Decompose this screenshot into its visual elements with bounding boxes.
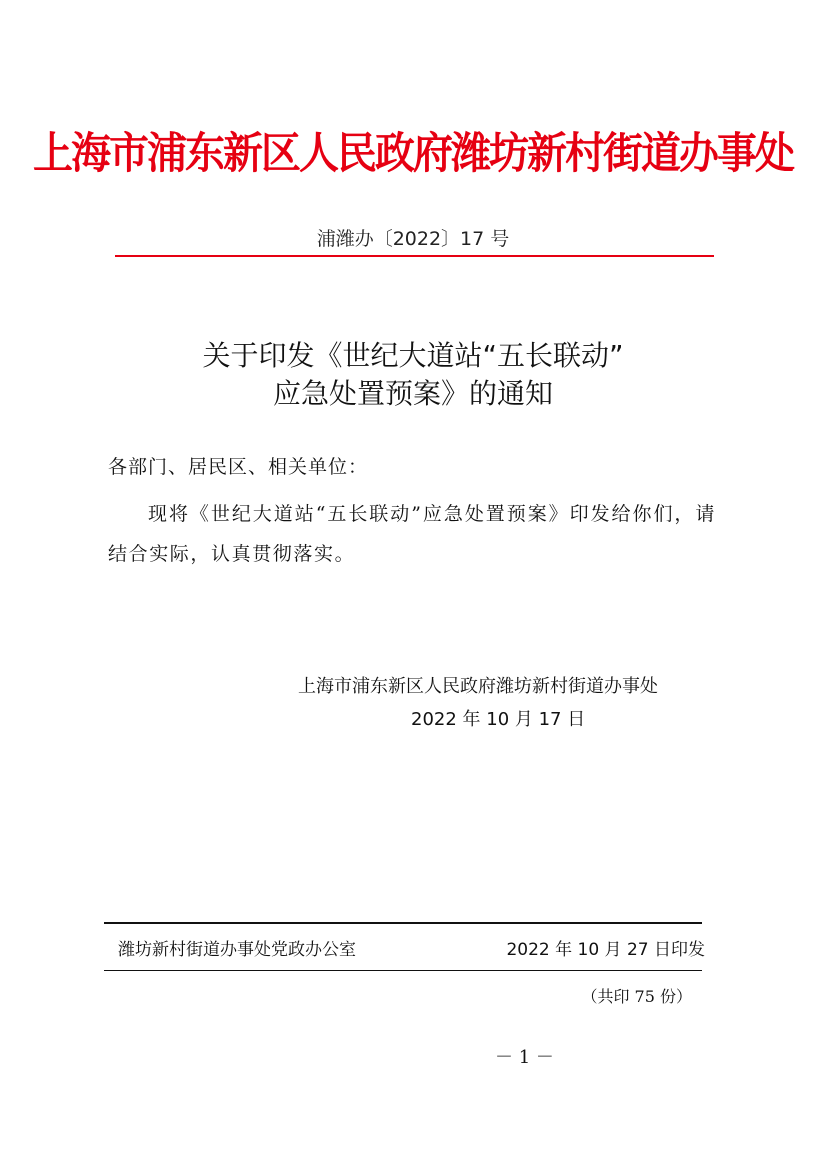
copies-count: （共印 75 份） (581, 987, 692, 1006)
body-paragraph: 现将《世纪大道站“五长联动”应急处置预案》印发给你们，请结合实际，认真贯彻落实。 (108, 503, 716, 565)
footer-top-rule (104, 922, 702, 924)
document-number: 浦潍办〔2022〕17 号 (316, 228, 510, 250)
title-line-1: 关于印发《世纪大道站“五长联动” (202, 339, 624, 372)
red-divider-line (115, 255, 714, 257)
document-title (0, 337, 826, 413)
footer-printing-office: 潍坊新村街道办事处党政办公室 (118, 940, 356, 960)
salutation: 各部门、居民区、相关单位： (108, 456, 369, 478)
signature-date: 2022 年 10 月 17 日 (411, 709, 586, 730)
title-line-2: 应急处置预案》的通知 (272, 377, 553, 410)
page-number: － 1 － (495, 1047, 554, 1068)
issuing-authority-header: 上海市浦东新区人民政府潍坊新村街道办事处 (33, 128, 793, 179)
footer-bottom-rule (104, 970, 702, 971)
signature-issuer: 上海市浦东新区人民政府潍坊新村街道办事处 (298, 676, 658, 697)
footer-print-date: 2022 年 10 月 27 日印发 (506, 940, 705, 960)
